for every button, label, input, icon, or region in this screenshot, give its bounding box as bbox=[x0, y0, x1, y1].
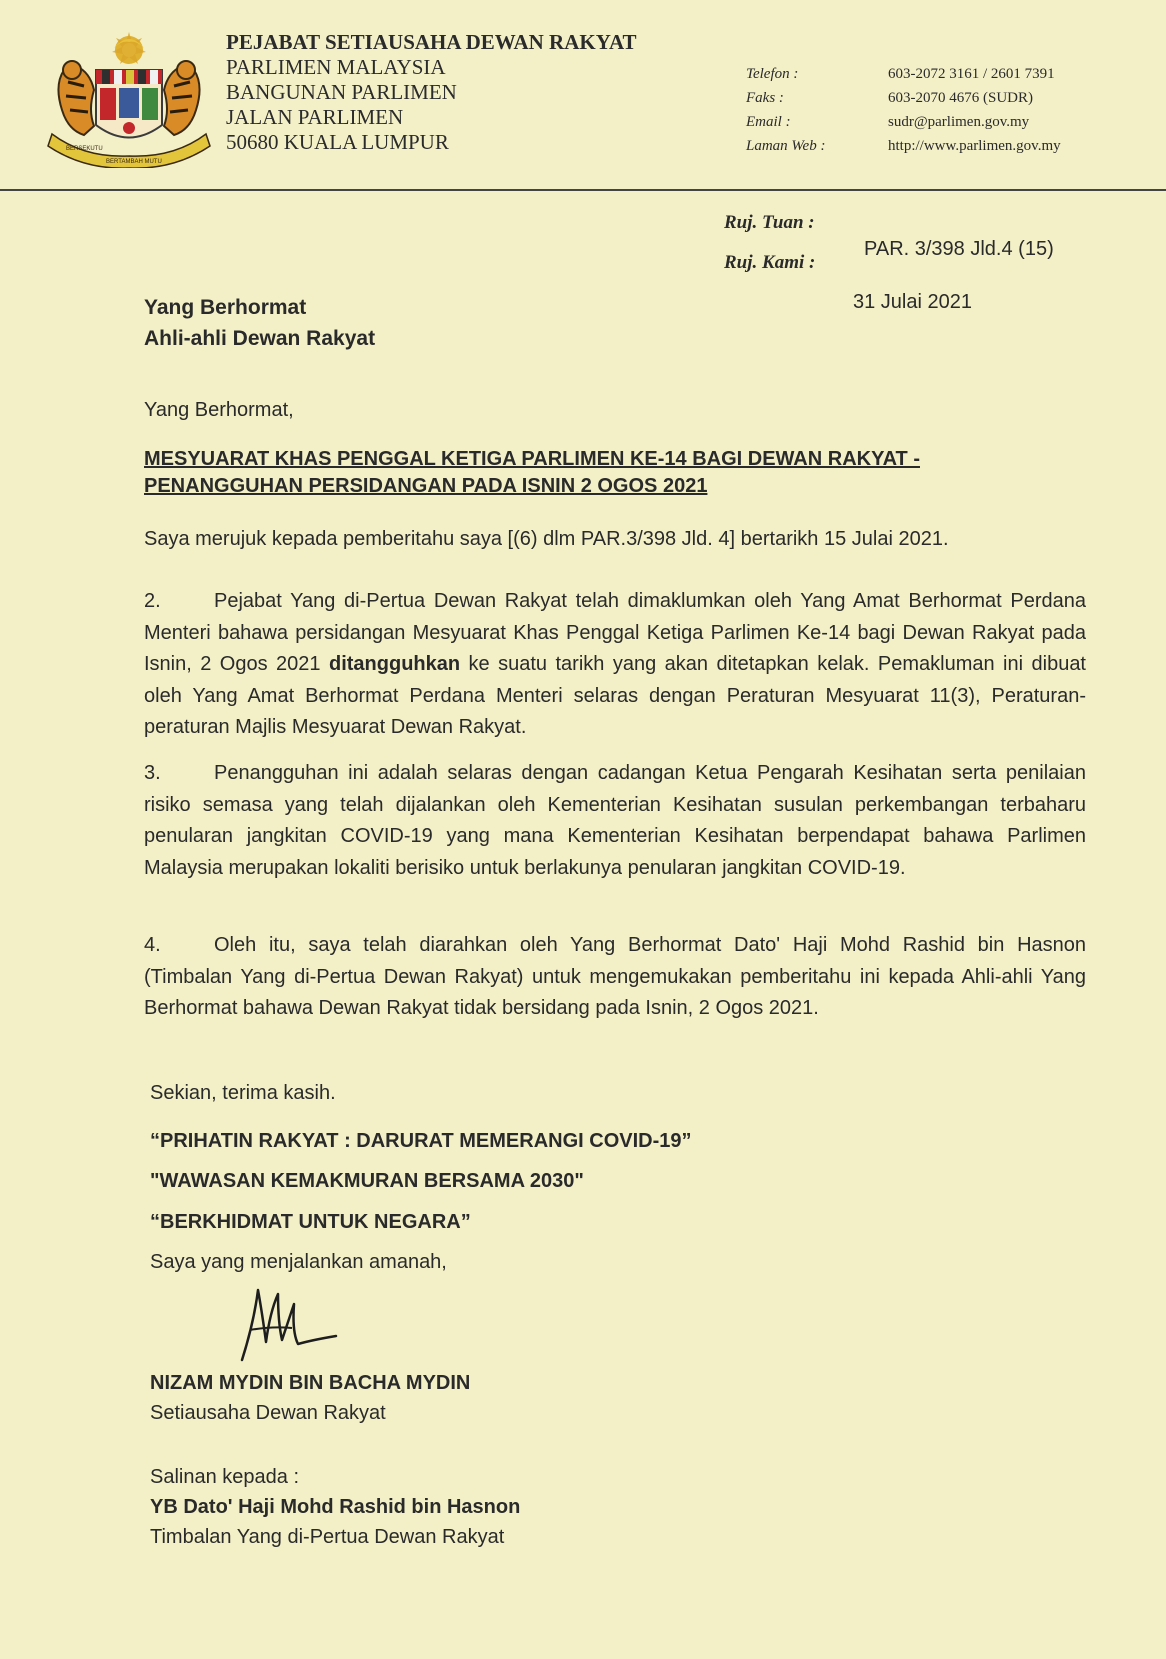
contact-label-email: Email : bbox=[746, 114, 791, 130]
subject-line: PENANGGUHAN PERSIDANGAN PADA ISNIN 2 OGOS 2021 bbox=[144, 475, 708, 497]
office-line: PARLIMEN MALAYSIA bbox=[226, 55, 446, 79]
ruj-kami-label: Ruj. Kami : bbox=[724, 252, 816, 273]
paragraph-text: Oleh itu, saya telah diarahkan oleh Yang Berhormat Dato' Haji Mohd Rashid bin Hasnon (Timbalan Yang di-Pertua Dewan Rakyat) untuk mengemukakan pemberitahu ini kepada Ahli-ahli Yang Berhormat bahawa Dewan Rakyat tidak bersidang pada Isnin, 2 Ogos 2021. bbox=[144, 934, 1086, 1019]
signatory-title: Setiausaha Dewan Rakyat bbox=[150, 1402, 386, 1424]
ruj-tuan-label: Ruj. Tuan : bbox=[724, 212, 815, 233]
motto: “PRIHATIN RAKYAT : DARURAT MEMERANGI COVID-19” bbox=[150, 1130, 692, 1152]
office-address bbox=[226, 30, 637, 155]
salutation: Yang Berhormat, bbox=[144, 399, 294, 421]
office-line: JALAN PARLIMEN bbox=[226, 105, 404, 129]
crest-ribbon-left: BERSEKUTU bbox=[66, 146, 103, 152]
contact-website: http://www.parlimen.gov.my bbox=[888, 138, 1061, 154]
copy-recipient-name: YB Dato' Haji Mohd Rashid bin Hasnon bbox=[150, 1496, 521, 1518]
letter-subject bbox=[144, 446, 1064, 500]
contact-fax: 603-2070 4676 (SUDR) bbox=[888, 90, 1033, 106]
contact-values bbox=[888, 62, 1061, 158]
contact-phone: 603-2072 3161 / 2601 7391 bbox=[888, 66, 1055, 82]
paragraph-number: 4. bbox=[144, 934, 161, 956]
crest-ribbon-right: BERTAMBAH MUTU bbox=[106, 159, 162, 165]
paragraph-2 bbox=[144, 586, 1086, 744]
contact-label-phone: Telefon : bbox=[746, 66, 799, 82]
office-name: PEJABAT SETIAUSAHA DEWAN RAKYAT bbox=[226, 30, 637, 54]
contact-label-web: Laman Web : bbox=[746, 138, 826, 154]
paragraph-text: Penangguhan ini adalah selaras dengan cadangan Ketua Pengarah Kesihatan serta penilaian risiko semasa yang telah dijalankan oleh Kementerian Kesihatan susulan perkembangan terbaharu penularan jangkitan COVID-19 yang mana Kementerian Kesihatan berpendapat bahawa Parlimen Malaysia merupakan lokaliti berisiko untuk berlakunya penularan jangkitan COVID-19. bbox=[144, 762, 1086, 879]
closing-thanks: Sekian, terima kasih. bbox=[150, 1082, 336, 1104]
paragraph-4 bbox=[144, 930, 1086, 1025]
closing-trust-line: Saya yang menjalankan amanah, bbox=[150, 1251, 447, 1273]
addressee-line: Ahli-ahli Dewan Rakyat bbox=[144, 327, 376, 350]
office-line: BANGUNAN PARLIMEN bbox=[226, 80, 457, 104]
addressee bbox=[144, 292, 375, 354]
paragraph-number: 2. bbox=[144, 590, 161, 612]
paragraph-text: Pejabat Yang di-Pertua Dewan Rakyat telah dimaklumkan oleh Yang Amat Berhormat Perdana Menteri bahawa persidangan Mesyuarat Khas Penggal Ketiga Parlimen Ke-14 bagi Dewan Rakyat pada Isnin, 2 Ogos 2021 bbox=[144, 590, 1086, 675]
addressee-line: Yang Berhormat bbox=[144, 296, 307, 319]
paragraph-text: ke suatu tarikh yang akan ditetapkan kelak. Pemakluman ini dibuat oleh Yang Amat Berhormat Perdana Menteri selaras dengan Peraturan Mesyuarat 11(3), Peraturan-peraturan Majlis Mesyuarat Dewan Rakyat. bbox=[144, 653, 1086, 738]
contact-labels bbox=[746, 62, 825, 158]
copy-recipient-title: Timbalan Yang di-Pertua Dewan Rakyat bbox=[150, 1526, 505, 1548]
paragraph-emphasis: ditangguhkan bbox=[329, 653, 461, 675]
paragraph-number: 3. bbox=[144, 762, 161, 784]
motto: "WAWASAN KEMAKMURAN BERSAMA 2030" bbox=[150, 1170, 584, 1192]
copy-label: Salinan kepada : bbox=[150, 1466, 300, 1488]
paragraph-intro: Saya merujuk kepada pemberitahu saya [(6) dlm PAR.3/398 Jld. 4] bertarikh 15 Julai 2021. bbox=[144, 528, 949, 550]
paragraph-3 bbox=[144, 758, 1086, 884]
letter-date: 31 Julai 2021 bbox=[853, 291, 972, 313]
motto: “BERKHIDMAT UNTUK NEGARA” bbox=[150, 1211, 471, 1233]
contact-label-fax: Faks : bbox=[746, 90, 784, 106]
ruj-kami-value: PAR. 3/398 Jld.4 (15) bbox=[864, 238, 1054, 260]
office-line: 50680 KUALA LUMPUR bbox=[226, 130, 449, 154]
contact-email: sudr@parlimen.gov.my bbox=[888, 114, 1030, 130]
signature-icon bbox=[232, 1282, 342, 1364]
coat-of-arms-icon bbox=[44, 30, 214, 168]
subject-line: MESYUARAT KHAS PENGGAL KETIGA PARLIMEN KE-14 BAGI DEWAN RAKYAT - bbox=[144, 448, 920, 470]
letterhead-divider bbox=[0, 189, 1166, 191]
signatory-name: NIZAM MYDIN BIN BACHA MYDIN bbox=[150, 1372, 471, 1394]
